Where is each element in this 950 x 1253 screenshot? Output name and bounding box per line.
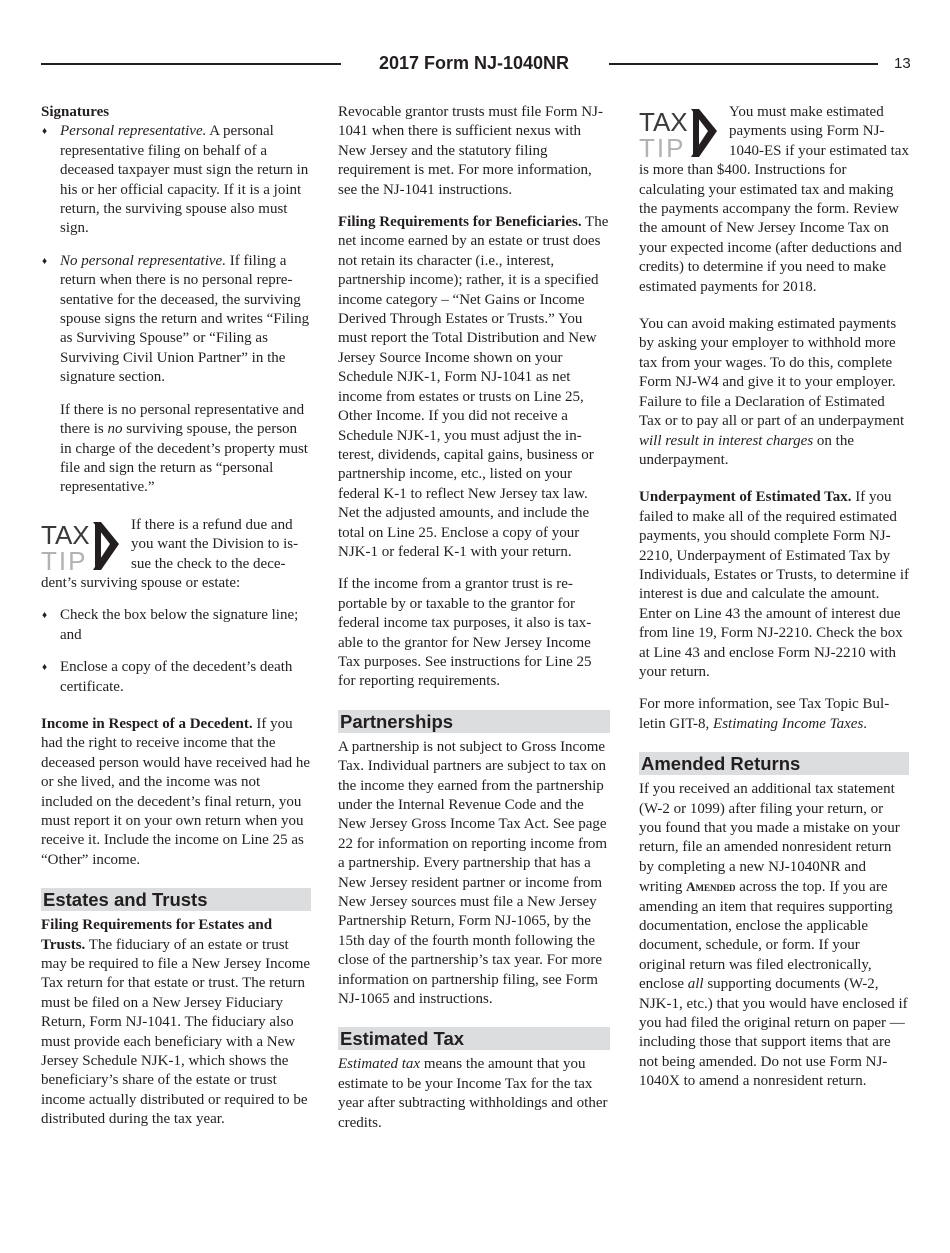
column-3 [639,103,909,1105]
partnerships-heading: Partnerships [338,710,610,733]
tax-tip-icon [41,520,127,572]
column-2 [338,103,610,1146]
bullet-icon: ♦ [42,610,48,622]
grantor-paragraph: If the income from a grantor trust is reportable by or taxable to the grantor for federal income tax purposes, it also is taxable to the grantor for New Jersey Income Tax purposes. See instructions for Line 25 for reporting requirements. [338,576,592,690]
bullet-icon: ♦ [42,662,48,674]
column-1 [41,103,311,1143]
tax-tip-icon [639,107,725,159]
avoid-estimated-paragraph: You can avoid making estimated payments by asking your employer to withhold more tax from your wages. To do this, complete Form NJ-W4 and give it to your employer. Failure to file a Declaration of Estimated Tax or to pay all or part of an underpayment will result in interest charges on the underpayment. [639,316,905,468]
underpayment-paragraph: Underpayment of Estimated Tax. If you failed to make all of the required estimated payments, you should complete Form NJ-2210, Underpayment of Estimated Tax by Individuals, Estates or Trusts, to determine if interest is due and calculate the amount. Enter on Line 43 the amount of interest due from line 19, Form NJ-2210. Check the box at Line 43 and enclose Form NJ-2210 with your return. [639,489,909,680]
partnerships-paragraph: A partnership is not subject to Gross Income Tax. Individual partners are subject to tax on the income they earned from the partnership under the Internal Revenue Code and the New Jersey Gross Income Tax Act. See page 22 for information on reporting income from a partnership. Every partnership that has a New Jersey resident partner or income from New Jersey sources must file a New Jersey Partnership Return, Form NJ-1065, by the 15th day of the fourth month following the close of the partnership’s tax year. For more information on partnership filing, see Form NJ-1065 and instructions. [338,738,608,1008]
bullet-icon: ♦ [42,126,48,138]
list-item: ♦ Enclose a copy of the decedent’s death certificate. [42,659,293,695]
list-item: ♦ Personal representative. A personal representative filing on behalf of a deceased taxpayer must sign the return in his or her official capacity. If it is a joint return, the surviving spouse also must sign. [42,123,309,237]
no-representative-paragraph: If there is no personal representative and there is no surviving spouse, the person in charge of the decedent’s property must file and sign the return as “personal representative.” [60,401,308,496]
amended-paragraph: If you received an additional tax statement (W-2 or 1099) after filing your return, or you found that you made a mistake on your return, file an amended nonresident return by completing a new NJ-1040NR and writing Amended across the top. If you are amending an item that requires supporting documentation, enclose the applicable document, schedule, or form. If your original return was filed electronically, enclose all supporting documents (W-2, NJK-1, etc.) that you would have enclosed if you had filed the original return on paper — including those that support items that are not being amended. Do not use Form NJ-1040X to amend a nonresident return. [639,781,908,1090]
bullet-icon: ♦ [42,255,48,267]
estimated-tip-paragraph: TAX TIP You must make estimated payments using Form NJ-1040-ES if your estimated tax is more than $400. Instructions for calculating your estimated tax and making the payments accompany the form. Review the amount of New Jersey Income Tax on your expected income (after deductions and credits) to determine if you need to make estimated payments for 2018. [639,104,909,295]
svg-text:TAX: TAX [639,107,688,137]
more-info-paragraph: For more information, see Tax Topic Bulletin GIT-8, Estimating Income Taxes. [639,696,890,732]
refund-tip-paragraph: TAX TIP If there is a refund due and you want the Division to issue the check to the decedent’s surviving spouse or estate: [41,516,299,591]
header-rule-left [41,63,341,65]
svg-text:TIP: TIP [41,545,88,572]
estates-trusts-heading: Estates and Trusts [41,888,311,911]
svg-text:TAX: TAX [41,519,90,550]
estimated-tax-paragraph: Estimated tax means the amount that you estimate to be your Income Tax for the tax year after subtracting withholdings and other credits. [338,1056,608,1131]
list-item: ♦ No personal representative. If filing a return when there is no personal representative for the deceased, the surviving spouse signs the return and writes “Filing as Surviving Spouse” or “Filing as Surviving Civil Union Partner” in the signature section. [42,252,310,386]
header-rule-right [609,63,878,65]
list-item: ♦ Check the box below the signature line; and [42,607,299,643]
estimated-tax-heading: Estimated Tax [338,1027,610,1050]
beneficiaries-paragraph: Filing Requirements for Beneficiaries. The net income earned by an estate or trust does not retain its character (i.e., interest, partnership income); rather, it is a specified income category – “Net Gains or Income Derived Through Estates or Trusts.” You must report the Total Distribution and New Jersey Source Income shown on your Schedule NJK-1, Form NJ-1041 as net income from estates or trusts on Line 25, Other Income. If you did not receive a Schedule NJK-1, you must adjust the interest, dividends, capital gains, business or partnership income, etc., listed on your federal K-1 to reflect New Jersey tax law. Net the adjusted amounts, and include the total on Line 25. Enclose a copy of your NJK-1 or federal K-1 with your return. [338,214,609,560]
page-number: 13 [894,55,911,72]
ird-paragraph: Income in Respect of a Decedent. If you had the right to receive income that the deceased person would have received had he or she lived, and the income was not included on the decedent’s final return, you must report it on your own return when you receive it. Include the income on Line 25 as “Other” income. [41,715,311,868]
revocable-paragraph: Revocable grantor trusts must file Form NJ-1041 when there is sufficient nexus with New Jersey and the statutory filing requirement is met. For more information, see the NJ-1041 instructions. [338,104,603,198]
page-title: 2017 Form NJ-1040NR [378,53,570,73]
svg-text:TIP: TIP [639,133,686,159]
filing-requirements-paragraph: Filing Requirements for Estates and Trusts. The fiduciary of an estate or trust may be required to file a New Jersey Income Tax return for that estate or trust. The return must be filed on a New Jersey Fiduciary Return, Form NJ-1041. The fiduciary also must provide each beneficiary with a New Jersey Schedule NJK-1, which shows the beneficiary’s share of the estate or trust income actually distributed or required to be distributed during the tax year. [41,917,311,1128]
signatures-heading: Signatures [41,104,110,120]
amended-returns-heading: Amended Returns [639,752,909,775]
